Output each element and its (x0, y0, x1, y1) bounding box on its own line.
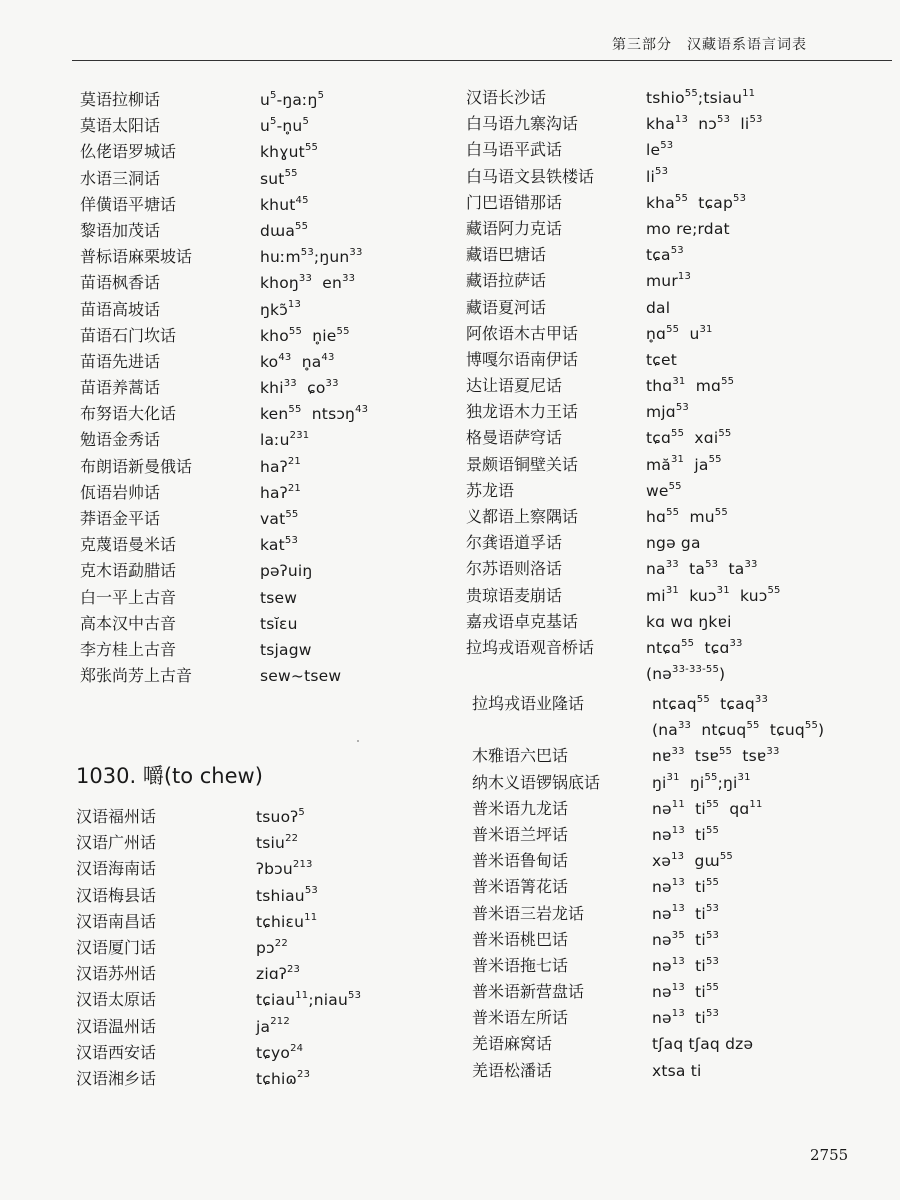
word-form: sew~tsew (260, 667, 342, 686)
language-name: 义都语上察隅话 (466, 507, 579, 526)
language-name: 汉语厦门话 (76, 937, 157, 957)
language-name: 汉语海南话 (76, 859, 157, 879)
word-form: $ja^{212}$ (256, 1016, 290, 1036)
language-name: 佯僙语平塘话 (80, 194, 177, 214)
language-name: 黎语加茂话 (80, 220, 161, 240)
language-name: 布努语大化话 (80, 404, 177, 424)
entry-heading (76, 760, 263, 790)
word-form: huːm$^{53}$;ŋun$^{33}$ (260, 246, 363, 267)
language-name: 佤语岩帅话 (80, 482, 161, 502)
language-name: 莫语拉柳话 (80, 90, 161, 109)
language-name: 苗语石门坎话 (80, 325, 177, 345)
word-form: $na^{33}$ $ta^{53}$ $ta^{33}$ (646, 559, 758, 579)
language-name: 郑张尚芳上古音 (80, 666, 193, 686)
language-name: 汉语福州话 (76, 807, 157, 826)
word-form: pɔ$^{22}$ (256, 937, 288, 957)
language-name: 苗语高坡话 (80, 299, 161, 319)
language-name: 拉坞戎语观音桥话 (466, 637, 595, 657)
word-form: thɑ$^{31}$ mɑ$^{55}$ (646, 375, 735, 396)
word-form: tɕyo$^{24}$ (256, 1042, 304, 1062)
word-form: khoŋ$^{33}$ $en^{33}$ (260, 273, 356, 293)
word-form: khi$^{33}$ ɕo$^{33}$ (260, 377, 339, 398)
word-form: tʃaq tʃaq dzə (652, 1035, 754, 1054)
language-name: 普米语桃巴话 (472, 929, 569, 949)
word-form: tsĭɛu (260, 614, 298, 633)
language-name: 拉坞戎语业隆话 (472, 694, 585, 713)
word-form: tsew (260, 588, 298, 607)
word-form: $li^{53}$ (646, 166, 669, 186)
language-name: 白马语九寨沟话 (466, 114, 579, 134)
word-form: nə$^{35}$ $ti^{53}$ (652, 929, 720, 949)
word-form: mjɑ$^{53}$ (646, 402, 689, 422)
word-form: tshiau$^{53}$ (256, 885, 318, 905)
word-form: kɑ wɑ ŋkɐi (646, 612, 732, 631)
language-name: 克蔑语曼米话 (80, 535, 177, 555)
word-form: laːu$^{231}$ (260, 430, 310, 450)
language-name: 普米语拖七话 (472, 955, 569, 975)
page-number: 2755 (810, 1146, 849, 1164)
language-name: 普米语左所话 (472, 1008, 569, 1028)
language-name: 克木语勐腊话 (80, 561, 177, 581)
language-name: 汉语广州话 (76, 833, 157, 853)
word-form: ʔbɔu$^{213}$ (256, 859, 313, 879)
language-name: 尔龚语道孚话 (466, 533, 563, 553)
language-name: 汉语长沙话 (466, 88, 547, 107)
word-form: xə$^{13}$ gɯ$^{55}$ (652, 850, 733, 871)
word-form: kho$^{55}$ $n̥ie^{55}$ (260, 325, 350, 345)
word-form: ken$^{55}$ ntsɔŋ$^{43}$ (260, 404, 369, 424)
language-name: 格曼语萨穹话 (466, 428, 563, 448)
language-name: 羌语麻窝话 (472, 1034, 553, 1054)
word-form: nə$^{13}$ $ti^{55}$ (652, 877, 720, 897)
word-form: kha$^{13}$ nɔ$^{53}$ $li^{53}$ (646, 114, 763, 134)
word-form: tɕɑ$^{55}$ xɑi$^{55}$ (646, 428, 732, 448)
language-name: 汉语太原话 (76, 990, 157, 1010)
language-name: 藏语巴塘话 (466, 245, 547, 265)
entry-gloss: (to chew) (163, 764, 263, 788)
language-name: 汉语湘乡话 (76, 1068, 157, 1088)
language-name: 普米语九龙话 (472, 798, 569, 818)
word-form: nə$^{11}$ $ti^{55}$ qɑ$^{11}$ (652, 798, 763, 818)
language-name: 莽语金平话 (80, 509, 161, 528)
word-form: tsiu$^{22}$ (256, 833, 299, 853)
word-form: nə$^{13}$ $ti^{53}$ (652, 1008, 720, 1028)
word-form-note: ($na^{33}$ ntɕuq$^{55}$ tɕuq$^{55}$) (652, 720, 825, 740)
language-name: 普米语兰坪话 (472, 824, 569, 844)
word-form: $ko^{43}$ $n̥a^{43}$ (260, 351, 335, 371)
language-name: 藏语阿力克话 (466, 218, 563, 238)
language-name: 白马语平武话 (466, 140, 563, 160)
language-name: 仫佬语罗城话 (80, 142, 177, 162)
word-form: tsuoʔ$^5$ (256, 806, 305, 826)
language-name: 木雅语六巴话 (472, 746, 569, 766)
language-name: 汉语西安话 (76, 1042, 157, 1062)
word-form: tshio$^{55}$;tsiau$^{11}$ (646, 87, 756, 107)
language-name: 苗语养蒿话 (80, 378, 161, 398)
word-form: ntɕɑ$^{55}$ tɕɑ$^{33}$ (646, 637, 743, 657)
word-form: $u^5-ŋaːŋ^5$ (260, 89, 325, 109)
word-form: kat$^{53}$ (260, 535, 299, 555)
word-form: dɯa$^{55}$ (260, 220, 309, 240)
word-form: khɣut$^{55}$ (260, 142, 319, 162)
word-form: $mă^{31}$ $ja^{55}$ (646, 454, 722, 474)
word-form: xtsa ti (652, 1061, 702, 1080)
word-form: pəʔuiŋ (260, 562, 313, 581)
word-form: tɕiau$^{11}$;niau$^{53}$ (256, 990, 362, 1010)
word-form: haʔ$^{21}$ (260, 456, 301, 476)
word-form: dal (646, 298, 671, 317)
language-name: 苗语先进话 (80, 351, 161, 371)
language-name: 普标语麻栗坡话 (80, 247, 193, 267)
language-name: 汉语南昌话 (76, 911, 157, 931)
word-form: nə$^{13}$ $ti^{53}$ (652, 955, 720, 975)
language-name: 阿侬语木古甲话 (466, 323, 579, 343)
word-form: nə$^{13}$ $ti^{55}$ (652, 981, 720, 1002)
language-name: 汉语苏州话 (76, 964, 157, 984)
language-name: 白一平上古音 (80, 587, 177, 607)
word-form: hɑ$^{55}$ $mu^{55}$ (646, 506, 728, 526)
word-form: nə$^{13}$ $ti^{55}$ (652, 824, 720, 844)
word-form: nɐ$^{33}$ tsɐ$^{55}$ tsɐ$^{33}$ (652, 746, 780, 766)
language-name: 达让语夏尼话 (466, 376, 563, 396)
word-form: ntɕaq$^{55}$ tɕaq$^{33}$ (652, 693, 769, 713)
language-name: 尔苏语则洛话 (466, 559, 563, 579)
language-name: 门巴语错那话 (466, 192, 563, 212)
entry-number: 1030. (76, 764, 137, 788)
language-name: 普米语三岩龙话 (472, 903, 585, 923)
language-name: 汉语温州话 (76, 1016, 157, 1036)
language-name: 苗语枫香话 (80, 273, 161, 293)
word-form: $mi^{31}$ kuɔ$^{31}$ kuɔ$^{55}$ (646, 585, 781, 605)
word-form: khut$^{45}$ (260, 194, 309, 214)
language-name: 普米语新营盘话 (472, 982, 585, 1002)
header-rule (72, 60, 892, 61)
word-form: tɕet (646, 350, 678, 369)
language-name: 羌语松潘话 (472, 1060, 553, 1080)
language-name: 普米语鲁甸话 (472, 851, 569, 871)
word-form: ziɑʔ$^{23}$ (256, 963, 301, 984)
language-name: 汉语梅县话 (76, 885, 157, 905)
word-form: mo re;rdat (646, 219, 730, 238)
language-name: 嘉戎语卓克基话 (466, 611, 579, 631)
language-name: 景颇语铜壁关话 (466, 454, 579, 474)
word-form: tɕhiɛu$^{11}$ (256, 911, 318, 931)
word-form: nə$^{13}$ $ti^{53}$ (652, 903, 720, 923)
language-name: 独龙语木力王话 (466, 402, 579, 422)
language-name: 贵琼语麦崩话 (466, 585, 563, 605)
word-form: mur$^{13}$ (646, 271, 692, 291)
language-name: 藏语拉萨话 (466, 271, 547, 291)
word-form: $we^{55}$ (646, 480, 682, 500)
word-form: n̥ɑ$^{55}$ $u^{31}$ (646, 323, 713, 343)
language-name: 白马语文县铁楼话 (466, 166, 595, 186)
word-form: sut$^{55}$ (260, 168, 298, 188)
word-form: tsjagw (260, 640, 312, 659)
word-form: tɕa$^{53}$ (646, 244, 684, 265)
language-name: 李方桂上古音 (80, 639, 177, 659)
language-name: 普米语箐花话 (472, 877, 569, 897)
entry-character: 嚼 (142, 764, 164, 788)
word-form: haʔ$^{21}$ (260, 482, 301, 502)
language-name: 博嘎尔语南伊话 (466, 349, 579, 369)
word-form: ŋkɔ̃$^{13}$ (260, 299, 302, 319)
word-form: $ŋi^{31}$ $ŋi^{55};ŋi^{31}$ (652, 772, 751, 792)
language-name: 纳木义语锣锅底话 (472, 772, 601, 792)
word-form: ngə ga (646, 534, 701, 553)
language-name: 藏语夏河话 (466, 297, 547, 317)
language-name: 水语三洞话 (80, 168, 161, 188)
word-form: $u^5-n̥u^5$ (260, 116, 309, 136)
language-name: 苏龙语 (466, 480, 515, 500)
stray-dot (357, 740, 359, 742)
running-header: 第三部分 汉藏语系语言词表 (612, 37, 807, 53)
word-form: tɕhiɷ$^{23}$ (256, 1068, 311, 1088)
word-form: vat$^{55}$ (260, 508, 299, 528)
language-name: 布朗语新曼俄话 (80, 456, 193, 476)
language-name: 高本汉中古音 (80, 613, 177, 633)
word-form: $le^{53}$ (646, 140, 674, 160)
language-name: 勉语金秀话 (80, 430, 161, 450)
language-name: 莫语太阳话 (80, 116, 161, 136)
word-form-note: (nə$^{33-33-55}$) (646, 663, 726, 684)
word-form: kha$^{55}$ tɕap$^{53}$ (646, 192, 747, 212)
